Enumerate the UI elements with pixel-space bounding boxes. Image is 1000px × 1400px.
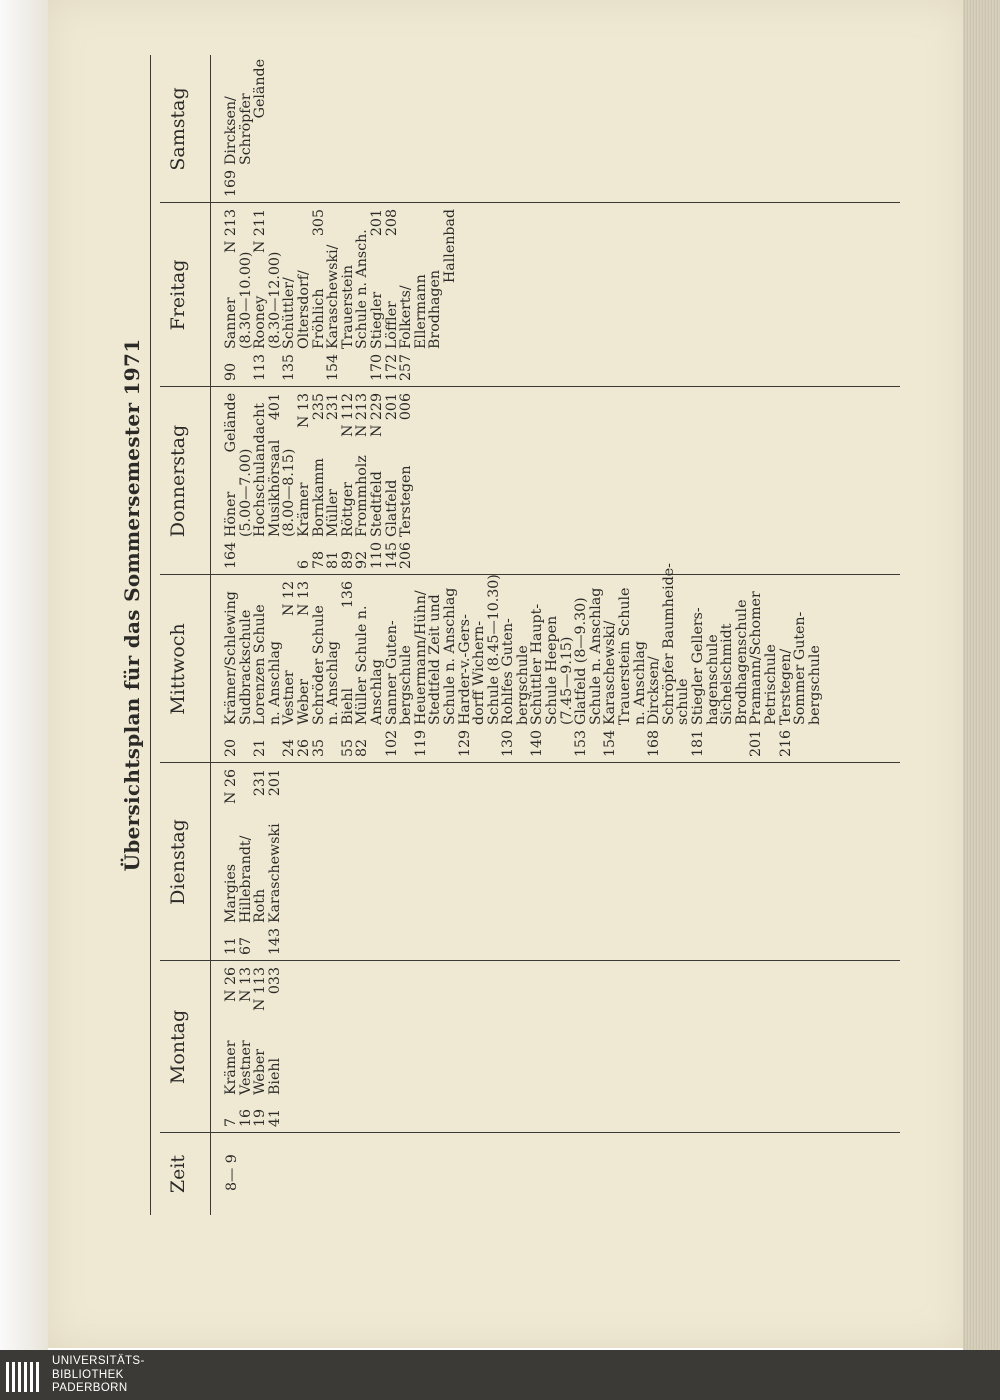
schedule-entry bbox=[399, 209, 414, 381]
schedule-entry bbox=[385, 581, 400, 757]
course-text: Glatfeld (8—9.30) bbox=[573, 597, 590, 725]
library-logo-icon bbox=[6, 1356, 44, 1394]
room: N 26 bbox=[223, 769, 239, 804]
course-text: Vestner bbox=[281, 670, 298, 725]
header-donnerstag: Donnerstag bbox=[167, 424, 189, 538]
course-number: 20 bbox=[223, 738, 239, 757]
schedule-entry bbox=[545, 581, 560, 757]
schedule-entry bbox=[253, 59, 268, 197]
document-title: Übersichtsplan für das Sommersemester 1971 bbox=[120, 338, 144, 872]
room: 006 bbox=[398, 393, 415, 421]
course-text: Löffler bbox=[383, 301, 400, 349]
schedule-entry bbox=[268, 581, 283, 757]
schedule-entry bbox=[224, 769, 239, 955]
library-footer bbox=[0, 1350, 1000, 1400]
room: 231 bbox=[252, 769, 269, 797]
header-rule bbox=[210, 55, 211, 1215]
course-text: Stiegler Gellers- bbox=[690, 607, 706, 725]
schedule-entry bbox=[268, 393, 283, 569]
course-text: Brodhagenschule bbox=[733, 599, 750, 725]
course-text: schule bbox=[675, 678, 692, 725]
course-text: Schröder Schule bbox=[310, 605, 327, 725]
course-number: 154 bbox=[602, 729, 619, 757]
course-number: 154 bbox=[325, 353, 342, 381]
course-number: 11 bbox=[223, 936, 239, 955]
schedule-entry bbox=[720, 581, 735, 757]
course-number: 169 bbox=[223, 169, 239, 197]
library-name bbox=[52, 1355, 145, 1396]
course-number: 130 bbox=[500, 729, 517, 757]
schedule-entry bbox=[326, 209, 341, 381]
course-text: Pramann/Schomer bbox=[748, 591, 765, 725]
schedule-entry bbox=[735, 581, 750, 757]
course-text: bergschule bbox=[398, 645, 415, 725]
schedule-entry bbox=[268, 769, 283, 955]
schedule-entry bbox=[224, 59, 239, 197]
library-name-line1: UNIVERSITÄTS- bbox=[52, 1355, 145, 1367]
course-number: 67 bbox=[237, 936, 254, 955]
course-text: Brodhagen bbox=[427, 269, 444, 349]
schedule-entry bbox=[385, 393, 400, 569]
room: 235 bbox=[310, 393, 327, 421]
schedule-entry bbox=[574, 581, 589, 757]
room: N 13 bbox=[295, 393, 312, 428]
course-text: Stedtfeld Zeit und bbox=[427, 594, 444, 725]
room: N 13 bbox=[237, 967, 254, 1002]
course-text: Musikhörsaal bbox=[266, 439, 283, 537]
course-number: 153 bbox=[573, 729, 590, 757]
room: Gelände bbox=[223, 393, 239, 453]
course-text: (8.00—8.15) bbox=[281, 448, 298, 537]
course-text: Hillebrandt/ bbox=[237, 835, 254, 923]
schedule-entry bbox=[370, 209, 385, 381]
course-text: Dircksen/ bbox=[223, 96, 239, 165]
room: 401 bbox=[266, 393, 283, 421]
course-number: 35 bbox=[310, 738, 327, 757]
course-text: Karaschewski bbox=[266, 823, 283, 923]
schedule-entry bbox=[326, 393, 341, 569]
schedule-entry bbox=[253, 393, 268, 569]
room: N 211 bbox=[252, 209, 269, 254]
course-text: Schule n. Ansch. bbox=[354, 229, 371, 349]
schedule-entry bbox=[485, 574, 502, 757]
course-number: 143 bbox=[266, 927, 283, 955]
schedule-entry bbox=[428, 581, 443, 757]
course-text: Schule (8.45—10.30) bbox=[485, 574, 502, 725]
course-text: Stiegler bbox=[368, 291, 385, 349]
schedule-entry bbox=[224, 967, 239, 1127]
course-text: Weber bbox=[295, 678, 312, 725]
course-text: hagenschule bbox=[704, 634, 721, 725]
course-text: Schüttler/ bbox=[281, 277, 298, 349]
room: 201 bbox=[383, 393, 400, 421]
schedule-entry bbox=[501, 581, 516, 757]
course-text: Ellermann bbox=[412, 274, 429, 349]
course-number: 257 bbox=[398, 353, 415, 381]
room: 305 bbox=[310, 209, 327, 237]
course-text: Vestner bbox=[237, 1040, 254, 1095]
course-text: Sichelschmidt bbox=[719, 623, 736, 725]
course-number: 19 bbox=[252, 1108, 269, 1127]
schedule-entry bbox=[428, 209, 443, 381]
course-number: 81 bbox=[325, 550, 342, 569]
course-number: 135 bbox=[281, 353, 298, 381]
course-text: Folkerts/ bbox=[398, 285, 415, 349]
course-text: Terstegen/ bbox=[777, 648, 794, 725]
column-donnerstag bbox=[224, 393, 414, 569]
schedule-entry bbox=[297, 393, 312, 569]
course-number: 21 bbox=[252, 738, 269, 757]
schedule-entry bbox=[253, 581, 268, 757]
column-divider bbox=[160, 762, 900, 763]
course-text: Oltersdorf/ bbox=[295, 270, 312, 349]
column-montag bbox=[224, 967, 282, 1127]
schedule-entry bbox=[253, 967, 268, 1127]
course-number: 82 bbox=[354, 738, 371, 757]
schedule-entry bbox=[676, 581, 691, 757]
rotated-table bbox=[120, 55, 900, 1215]
column-dienstag bbox=[224, 769, 282, 955]
course-text: Schule Heepen bbox=[544, 615, 561, 725]
course-text: Hochschulandacht bbox=[252, 403, 269, 537]
course-number: 181 bbox=[690, 729, 706, 757]
course-text: Frommholz bbox=[354, 455, 371, 537]
course-number: 90 bbox=[223, 362, 239, 381]
page-edges bbox=[963, 0, 1000, 1350]
schedule-entry bbox=[647, 581, 662, 757]
course-number: 170 bbox=[368, 353, 385, 381]
course-number: 206 bbox=[398, 541, 415, 569]
course-number: 26 bbox=[295, 738, 312, 757]
schedule-entry bbox=[370, 581, 385, 757]
course-text: n. Anschlag bbox=[631, 641, 648, 725]
schedule-entry bbox=[443, 581, 458, 757]
room: 201 bbox=[266, 769, 283, 797]
course-text: Krämer/Schlewing bbox=[223, 591, 239, 725]
course-number: 201 bbox=[748, 729, 765, 757]
course-text: Weber bbox=[252, 1048, 269, 1095]
course-number: 140 bbox=[529, 729, 546, 757]
room: N 213 bbox=[354, 393, 371, 438]
schedule-entry bbox=[239, 393, 254, 569]
course-text: Schüttler Haupt- bbox=[529, 603, 546, 725]
course-number: 55 bbox=[339, 738, 356, 757]
room: N 112 bbox=[339, 393, 356, 438]
schedule-entry bbox=[530, 581, 545, 757]
schedule-entry bbox=[589, 581, 604, 757]
schedule-entry bbox=[414, 209, 429, 381]
schedule-entry bbox=[808, 581, 823, 757]
course-text: Margies bbox=[223, 863, 239, 923]
room: N 229 bbox=[368, 393, 385, 438]
course-text: Lorenzen Schule bbox=[252, 604, 269, 725]
schedule-entry bbox=[660, 563, 677, 757]
schedule-entry bbox=[312, 393, 327, 569]
course-text: Stedtfeld bbox=[368, 471, 385, 537]
room: 136 bbox=[339, 581, 356, 609]
schedule-entry bbox=[749, 581, 764, 757]
schedule-entry bbox=[239, 209, 254, 381]
course-number: 113 bbox=[252, 353, 269, 381]
course-text: Heuermann/Hühn/ bbox=[412, 590, 429, 725]
schedule-entry bbox=[341, 209, 356, 381]
header-dienstag: Dienstag bbox=[167, 819, 189, 905]
course-number: 41 bbox=[266, 1108, 283, 1127]
course-number: 16 bbox=[237, 1108, 254, 1127]
course-text: Glatfeld bbox=[383, 479, 400, 537]
schedule-entry bbox=[282, 393, 297, 569]
course-text: Terstegen bbox=[398, 465, 415, 537]
course-number: 216 bbox=[777, 729, 794, 757]
schedule-entry bbox=[224, 209, 239, 381]
schedule-entry bbox=[516, 581, 531, 757]
schedule-entry bbox=[312, 581, 327, 757]
header-montag: Montag bbox=[167, 1009, 189, 1085]
course-text: Sudbrackschule bbox=[237, 609, 254, 725]
room: N 12 bbox=[281, 581, 298, 616]
schedule-entry bbox=[239, 967, 254, 1127]
schedule-entry bbox=[268, 967, 283, 1127]
course-text: Müller bbox=[325, 489, 342, 537]
schedule-entry bbox=[253, 209, 268, 381]
schedule-entry bbox=[326, 581, 341, 757]
schedule-entry bbox=[355, 393, 370, 569]
course-text: Röttger bbox=[339, 482, 356, 537]
library-name-line2: BIBLIOTHEK bbox=[52, 1368, 124, 1381]
course-number: 129 bbox=[456, 729, 473, 757]
course-number: 168 bbox=[646, 729, 663, 757]
header-zeit: Zeit bbox=[167, 1154, 189, 1194]
schedule-entry bbox=[443, 209, 458, 381]
room: 033 bbox=[266, 967, 283, 995]
course-text: Sommer Guten- bbox=[792, 611, 809, 725]
course-text: Schule n. Anschlag bbox=[587, 587, 604, 725]
header-samstag: Samstag bbox=[167, 87, 189, 171]
course-text: Schule n. Anschlag bbox=[441, 587, 458, 725]
book-gutter bbox=[0, 0, 48, 1350]
zeit-slot: 8— 9 bbox=[224, 1154, 240, 1191]
schedule-entry bbox=[282, 581, 297, 757]
course-text: Biehl bbox=[339, 687, 356, 725]
course-text: Biehl bbox=[266, 1057, 283, 1095]
course-text: Karaschewski/ bbox=[325, 244, 342, 349]
course-number: 164 bbox=[223, 541, 239, 569]
room: 208 bbox=[383, 209, 400, 237]
schedule-entry bbox=[399, 393, 414, 569]
course-text: n. Anschlag bbox=[325, 641, 342, 725]
schedule-entry bbox=[239, 581, 254, 757]
course-text: Trauerstein Schule bbox=[617, 587, 634, 725]
schedule-entry bbox=[603, 581, 618, 757]
schedule-entry bbox=[224, 581, 239, 757]
schedule-entry bbox=[370, 393, 385, 569]
column-mittwoch bbox=[223, 563, 823, 757]
column-samstag bbox=[224, 59, 268, 197]
course-text: Harder-v.-Gers- bbox=[456, 614, 473, 725]
course-number: 24 bbox=[281, 738, 298, 757]
course-text: (8.30—12.00) bbox=[266, 251, 283, 349]
schedule-entry bbox=[224, 393, 239, 569]
course-text: (7.45—9.15) bbox=[558, 636, 575, 725]
schedule-entry bbox=[268, 209, 283, 381]
course-text: dorff Wichern- bbox=[471, 620, 488, 725]
table-top-rule bbox=[150, 55, 151, 1215]
course-text: Krämer bbox=[295, 482, 312, 537]
course-text: Sanner Guten- bbox=[383, 620, 400, 725]
room: 231 bbox=[325, 393, 342, 421]
course-number: 102 bbox=[383, 729, 400, 757]
schedule-entry bbox=[691, 581, 706, 757]
schedule-entry bbox=[779, 581, 794, 757]
course-text: Fröhlich bbox=[310, 288, 327, 349]
header-mittwoch: Mittwoch bbox=[167, 623, 189, 715]
room: N 113 bbox=[252, 967, 269, 1012]
schedule-entry bbox=[793, 581, 808, 757]
room: Gelände bbox=[252, 59, 269, 119]
course-text: Sanner bbox=[223, 297, 239, 349]
schedule-entry bbox=[560, 581, 575, 757]
course-text: (8.30—10.00) bbox=[237, 251, 254, 349]
course-number: 89 bbox=[339, 550, 356, 569]
schedule-entry bbox=[399, 581, 414, 757]
course-text: Trauerstein bbox=[339, 264, 356, 349]
course-text: (5.00—7.00) bbox=[237, 448, 254, 537]
schedule-entry bbox=[239, 769, 254, 955]
schedule-entry bbox=[706, 581, 721, 757]
schedule-entry bbox=[764, 581, 779, 757]
room: N 26 bbox=[223, 967, 239, 1002]
course-text: Krämer bbox=[223, 1040, 239, 1095]
course-number: 7 bbox=[223, 1117, 239, 1127]
course-text: Schröpfer bbox=[237, 93, 254, 165]
column-divider bbox=[160, 574, 900, 575]
column-freitag bbox=[224, 209, 458, 381]
course-text: Roth bbox=[252, 888, 269, 923]
schedule-entry bbox=[458, 581, 473, 757]
column-divider bbox=[160, 1132, 900, 1133]
schedule-entry bbox=[355, 581, 370, 757]
schedule-entry bbox=[282, 209, 297, 381]
course-text: Dircksen/ bbox=[646, 656, 663, 725]
course-text: Müller Schule n. bbox=[354, 605, 371, 725]
schedule-entry bbox=[414, 581, 429, 757]
schedule-entry bbox=[472, 581, 487, 757]
schedule-entry bbox=[341, 581, 356, 757]
course-number: 145 bbox=[383, 541, 400, 569]
course-text: Rooney bbox=[252, 295, 269, 349]
course-text: bergschule bbox=[806, 645, 823, 725]
schedule-entry bbox=[312, 209, 327, 381]
course-text: Karaschewski/ bbox=[602, 620, 619, 725]
course-text: Anschlag bbox=[368, 659, 385, 725]
course-text: Schröpfer Baumheide- bbox=[660, 563, 677, 725]
schedule-entry bbox=[618, 581, 633, 757]
course-number: 172 bbox=[383, 353, 400, 381]
schedule-entry bbox=[341, 393, 356, 569]
schedule-entry bbox=[297, 209, 312, 381]
course-text: n. Anschlag bbox=[266, 641, 283, 725]
library-name-line3: PADERBORN bbox=[52, 1382, 128, 1394]
schedule-entry bbox=[297, 581, 312, 757]
course-number: 110 bbox=[368, 541, 385, 569]
room: 201 bbox=[368, 209, 385, 237]
course-text: bergschule bbox=[514, 645, 531, 725]
course-text: Bornkamm bbox=[310, 458, 327, 537]
course-text: Petrischule bbox=[762, 644, 779, 725]
room: Hallenbad bbox=[441, 209, 458, 284]
schedule-entry bbox=[633, 581, 648, 757]
course-number: 92 bbox=[354, 550, 371, 569]
course-number: 78 bbox=[310, 550, 327, 569]
schedule-entry bbox=[253, 769, 268, 955]
schedule-entry bbox=[355, 209, 370, 381]
course-number: 119 bbox=[412, 729, 429, 757]
column-divider bbox=[160, 386, 900, 387]
header-freitag: Freitag bbox=[167, 259, 189, 331]
room: N 13 bbox=[295, 581, 312, 616]
schedule-entry bbox=[385, 209, 400, 381]
room: N 213 bbox=[223, 209, 239, 254]
course-text: Höner bbox=[223, 491, 239, 537]
course-number: 6 bbox=[295, 559, 312, 569]
column-divider bbox=[160, 202, 900, 203]
course-text: Rohlfes Guten- bbox=[500, 618, 517, 725]
schedule-entry bbox=[239, 59, 254, 197]
column-divider bbox=[160, 960, 900, 961]
